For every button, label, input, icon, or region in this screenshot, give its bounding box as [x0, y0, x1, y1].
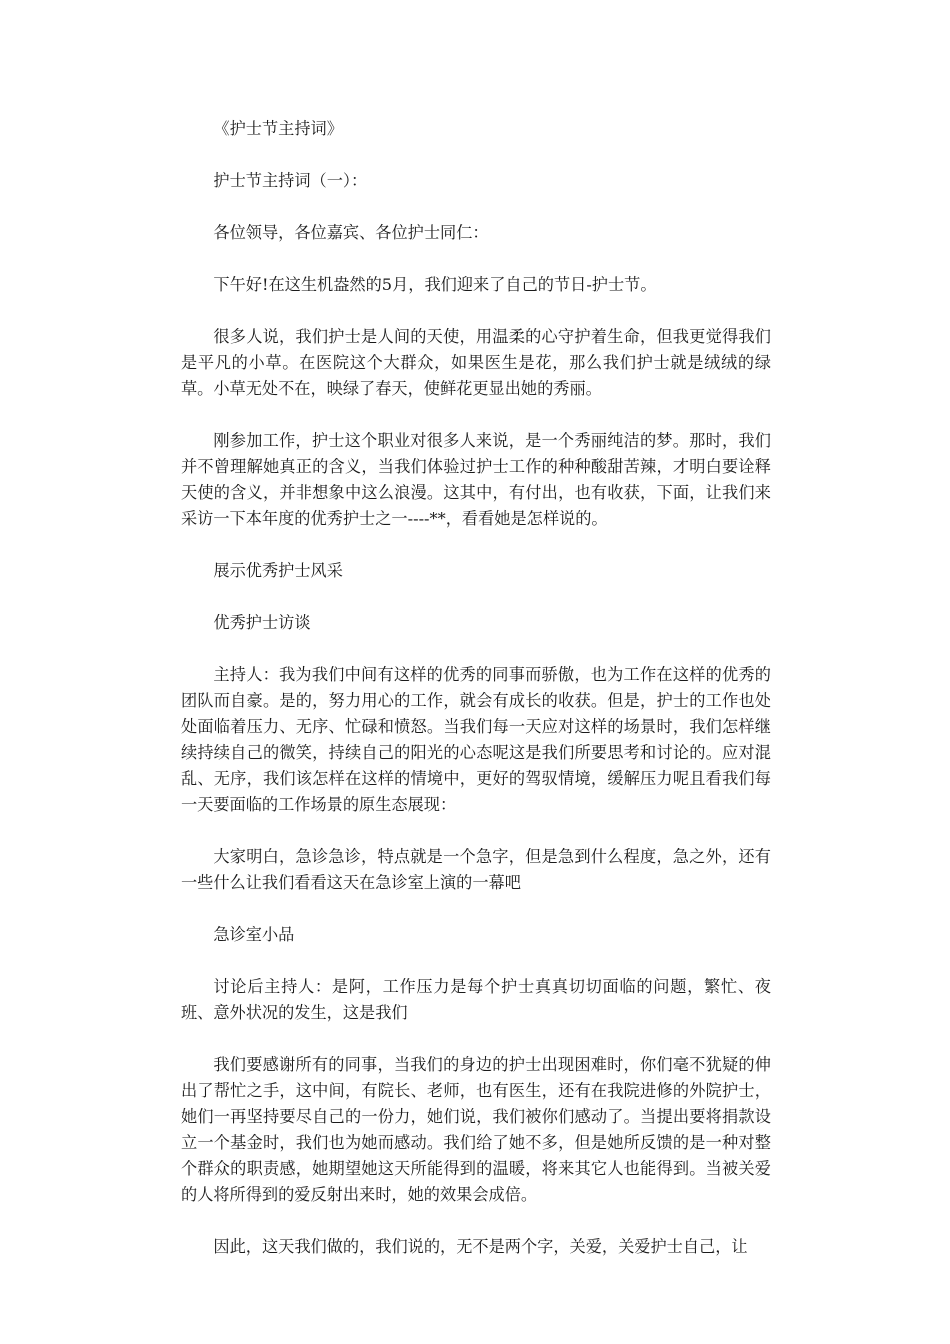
paragraph: 主持人：我为我们中间有这样的优秀的同事而骄傲，也为工作在这样的优秀的团队而自豪。是的，努力用心的工作，就会有成长的收获。但是，护士的工作也处处面临着压力、无序、忙碌和愤怒。当我们每一天应对这样的场景时，我们怎样继续持续自己的微笑，持续自己的阳光的心态呢这是我们所要思考和讨论的。应对混乱、无序，我们该怎样在这样的情境中，更好的驾驭情境，缓解压力呢且看我们每一天要面临的工作场景的原生态展现： — [181, 665, 771, 814]
section-heading: 护士节主持词（一）： — [213, 171, 368, 190]
program-item: 优秀护士访谈 — [213, 613, 311, 632]
paragraph: 很多人说，我们护士是人间的天使，用温柔的心守护着生命，但我更觉得我们是平凡的小草。在医院这个大群众，如果医生是花，那么我们护士就是绒绒的绿草。小草无处不在，映绿了春天，使鲜花更显出她的秀丽。 — [181, 327, 771, 398]
paragraph: 大家明白，急诊急诊，特点就是一个急字，但是急到什么程度，急之外，还有一些什么让我们看看这天在急诊室上演的一幕吧 — [181, 847, 771, 892]
paragraph: 下午好!在这生机盎然的5月，我们迎来了自己的节日-护士节。 — [213, 275, 657, 294]
paragraph: 讨论后主持人：是阿，工作压力是每个护士真真切切面临的问题，繁忙、夜班、意外状况的发生，这是我们 — [181, 977, 771, 1022]
paragraph: 刚参加工作，护士这个职业对很多人来说，是一个秀丽纯洁的梦。那时，我们并不曾理解她真正的含义，当我们体验过护士工作的种种酸甜苦辣，才明白要诠释天使的含义，并非想象中这么浪漫。这其中，有付出，也有收获，下面，让我们来采访一下本年度的优秀护士之一----**，看看她是怎样说的。 — [181, 431, 771, 528]
program-item: 急诊室小品 — [213, 925, 295, 944]
document-body — [181, 116, 771, 1286]
paragraph: 因此，这天我们做的，我们说的，无不是两个字，关爱，关爱护士自己，让 — [213, 1237, 748, 1256]
salutation: 各位领导，各位嘉宾、各位护士同仁： — [213, 223, 489, 242]
program-item: 展示优秀护士风采 — [213, 561, 343, 580]
document-title: 《护士节主持词》 — [213, 119, 343, 138]
paragraph: 我们要感谢所有的同事，当我们的身边的护士出现困难时，你们毫不犹疑的伸出了帮忙之手，这中间，有院长、老师，也有医生，还有在我院进修的外院护士，她们一再坚持要尽自己的一份力，她们说，我们被你们感动了。当提出要将捐款设立一个基金时，我们也为她而感动。我们给了她不多，但是她所反馈的是一种对整个群众的职责感，她期望她这天所能得到的温暖，将来其它人也能得到。当被关爱的人将所得到的爱反射出来时，她的效果会成倍。 — [181, 1055, 771, 1204]
